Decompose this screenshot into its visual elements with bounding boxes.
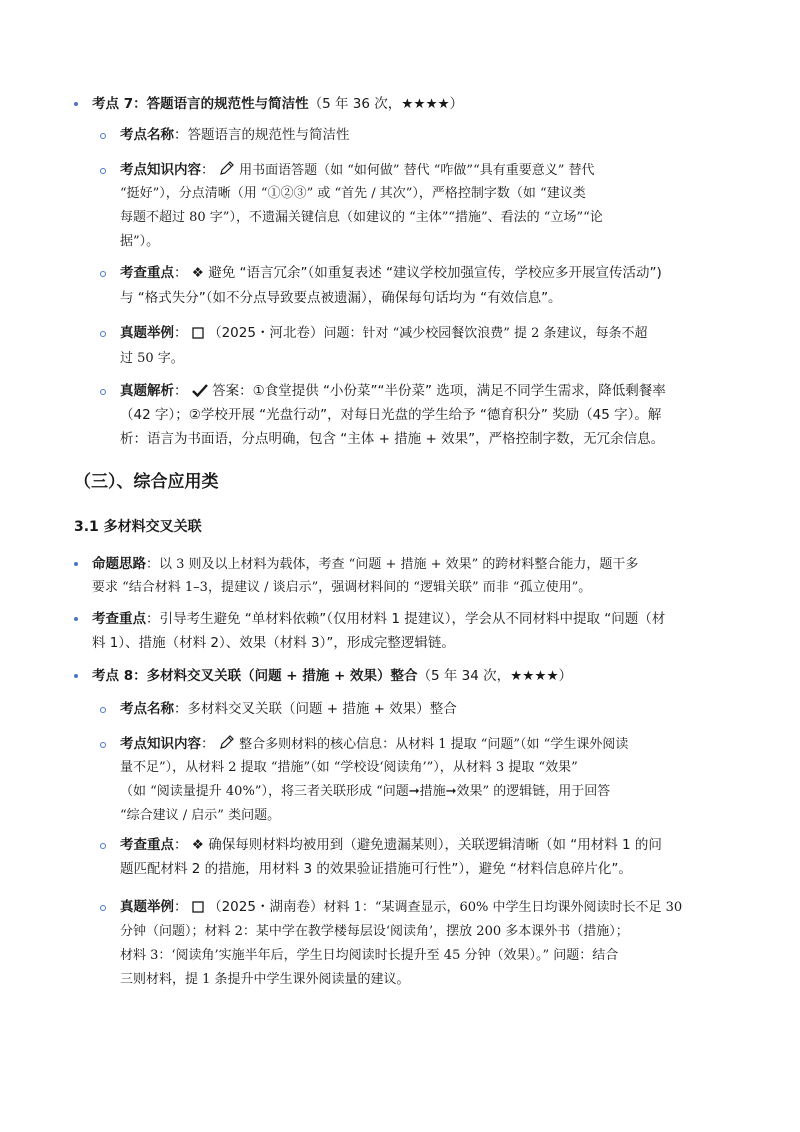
kp7-content-text-1: 用书面语答题（如 “如何做” 替代 “咋做”“具有重要意义” 替代: [239, 163, 595, 178]
kp8-name-value: ：多材料交叉关联（问题 + 措施 + 效果）整合: [174, 701, 457, 717]
sec3-idea-line-2: 要求 “结合材料 1–3，提建议 / 谈启示”，强调材料间的 “逻辑关联” 而非 “孤立使用”。: [92, 580, 592, 595]
kp8-content-line-3: （如 “阅读量提升 40%”），将三者关联形成 “问题➞措施➞效果” 的逻辑链，用于回答: [120, 784, 611, 799]
kp7-name: [120, 125, 350, 145]
diamond-icon: ❖: [191, 265, 204, 281]
kp7-focus-label: 考查重点: [120, 265, 174, 281]
sec3-idea-text-1: ：以 3 则及以上材料为载体，考查 “问题 + 措施 + 效果” 的跨材料整合能力，题干多: [146, 557, 639, 572]
sec3-focus-line-1: [92, 609, 665, 629]
kp7-example-text-1: 问题：针对 “减少校园餐饮浪费” 提 2 条建议，每条不超: [323, 326, 648, 341]
kp8-example-line-2: 分钟（问题）；材料 2：某中学在教学楼每层设‘阅读角’，摆放 200 多本课外书（措施）；: [120, 924, 629, 939]
checkbox-icon: [192, 899, 204, 919]
bullet-circle-icon: [100, 168, 106, 174]
kp8-example-line-3: 材料 3：‘阅读角’实施半年后，学生日均阅读时长提升至 45 分钟（效果）。” 问题：结合: [120, 948, 619, 963]
check-icon: [192, 383, 208, 403]
bullet-circle-icon: [100, 331, 106, 337]
kp7-content-line-1: 考点知识内容： 用书面语答题（如 “如何做” 替代 “咋做”“具有重要意义” 替代: [120, 160, 595, 182]
kp8-content-line-4: “综合建议 / 启示” 类问题。: [120, 808, 281, 823]
pencil-icon: [219, 160, 235, 182]
kp7-example-line-2: 过 50 字。: [120, 351, 184, 366]
bullet-dot-icon: [74, 617, 78, 621]
sec3-focus-line-2: 料 1）、措施（材料 2）、效果（材料 3）”，形成完整逻辑链。: [92, 635, 455, 651]
kp7-analysis-label: 真题解析: [120, 383, 174, 399]
bullet-circle-icon: [100, 271, 106, 277]
bullet-dot-icon: [74, 562, 78, 566]
kp7-focus-text-1: 避免 “语言冗余”（如重复表述 “建议学校加强宣传，学校应多开展宣传活动”): [208, 265, 662, 281]
kp7-example-line-1: 真题举例： （2025・河北卷）问题：针对 “减少校园餐饮浪费” 提 2 条建议，每条不超: [120, 323, 648, 345]
bullet-circle-icon: [100, 133, 106, 139]
kp7-analysis-line-2: （42 字）；②学校开展 “光盘行动”，对每日光盘的学生给予 “德育积分” 奖励（45 字）。解: [120, 407, 662, 423]
kp8-content-line-2: 量不足”），从材料 2 提取 “措施”（如 “学校设‘阅读角’”），从材料 3 提取 “效果”: [120, 760, 578, 775]
bullet-dot-icon: [74, 102, 78, 106]
kp7-title-meta: （5 年 36 次，★★★★）: [308, 96, 464, 112]
kp8-title-meta: （5 年 34 次，★★★★）: [417, 668, 573, 684]
kp7-name-value: ：答题语言的规范性与简洁性: [174, 127, 350, 143]
kp7-example-source: （2025・河北卷）: [208, 325, 324, 341]
kp7-content-line-4: 据”）。: [120, 234, 160, 249]
kp8-focus-text-1: 确保每则材料均被用到（避免遗漏某则），关联逻辑清晰（如 “用材料 1 的问: [208, 837, 662, 853]
kp7-content-line-3: 每题不超过 80 字”），不遗漏关键信息（如建议的 “主体”“措施”、看法的 “立场”“论: [120, 210, 603, 225]
kp8-title-text: 考点 8：多材料交叉关联（问题 + 措施 + 效果）整合: [92, 668, 418, 684]
checkbox-icon: [192, 325, 204, 345]
bullet-circle-icon: [100, 707, 106, 713]
kp7-name-label: 考点名称: [120, 127, 174, 143]
kp7-example-label: 真题举例: [120, 325, 174, 341]
bullet-circle-icon: [100, 389, 106, 395]
kp8-example-line-4: 三则材料，提 1 条提升中学生课外阅读量的建议。: [120, 972, 410, 987]
sec3-idea-line-1: [92, 554, 638, 575]
section-heading: （三）、综合应用类: [74, 472, 219, 492]
bullet-circle-icon: [100, 843, 106, 849]
kp8-title: [92, 666, 572, 686]
kp7-content-line-2: “挺好”），分点清晰（用 “①②③” 或 “首先 / 其次”），严格控制字数（如 “建议类: [120, 186, 586, 201]
kp8-example-source: （2025・湖南卷）: [208, 899, 324, 915]
kp8-name-label: 考点名称: [120, 701, 174, 717]
kp8-example-label: 真题举例: [120, 899, 174, 915]
sec3-idea-label: 命题思路: [92, 556, 146, 572]
kp8-content-line-1: 考点知识内容： 整合多则材料的核心信息：从材料 1 提取 “问题”（如 “学生课外阅读: [120, 734, 628, 756]
diamond-icon: ❖: [191, 837, 204, 853]
kp7-analysis-text-1: 答案：①食堂提供 “小份菜”“半份菜” 选项，满足不同学生需求，降低剩餐率: [212, 383, 666, 399]
pencil-icon: [219, 734, 235, 756]
subsection-heading: 3.1 多材料交叉关联: [74, 519, 202, 535]
kp8-focus-line-2: 题匹配材料 2 的措施，用材料 3 的效果验证措施可行性”），避免 “材料信息碎片化”。: [120, 861, 632, 877]
kp7-analysis-line-3: 析：语言为书面语，分点明确，包含 “主体 + 措施 + 效果”，严格控制字数，无冗余信息。: [120, 431, 665, 447]
kp7-content-label: 考点知识内容: [120, 162, 201, 178]
kp7-title: [92, 94, 463, 114]
kp8-example-line-1: 真题举例： （2025・湖南卷）材料 1：“某调查显示，60% 中学生日均课外阅读时长不足 30: [120, 897, 682, 919]
kp8-focus-line-1: 考查重点： ❖ 确保每则材料均被用到（避免遗漏某则），关联逻辑清晰（如 “用材料 1 的问: [120, 837, 662, 853]
kp8-focus-label: 考查重点: [120, 837, 174, 853]
kp8-name: [120, 699, 457, 719]
kp7-focus-line-1: 考查重点： ❖ 避免 “语言冗余”（如重复表述 “建议学校加强宣传，学校应多开展宣传活动”): [120, 265, 662, 281]
kp8-content-text-1: 整合多则材料的核心信息：从材料 1 提取 “问题”（如 “学生课外阅读: [239, 737, 629, 752]
sec3-focus-label: 考查重点: [92, 611, 146, 627]
kp8-example-text-1: 材料 1：“某调查显示，60% 中学生日均课外阅读时长不足 30: [323, 900, 683, 915]
bullet-circle-icon: [100, 742, 106, 748]
kp7-title-text: 考点 7：答题语言的规范性与简洁性: [92, 96, 309, 112]
bullet-circle-icon: [100, 905, 106, 911]
kp7-analysis-line-1: 真题解析： 答案：①食堂提供 “小份菜”“半份菜” 选项，满足不同学生需求，降低剩餐率: [120, 381, 666, 403]
kp8-content-label: 考点知识内容: [120, 736, 201, 752]
kp7-focus-line-2: 与 “格式失分”（如不分点导致要点被遗漏），确保每句话均为 “有效信息”。: [120, 290, 562, 306]
bullet-dot-icon: [74, 674, 78, 678]
sec3-focus-text-1: ：引导考生避免 “单材料依赖”（仅用材料 1 提建议），学会从不同材料中提取 “问题（材: [146, 611, 666, 627]
